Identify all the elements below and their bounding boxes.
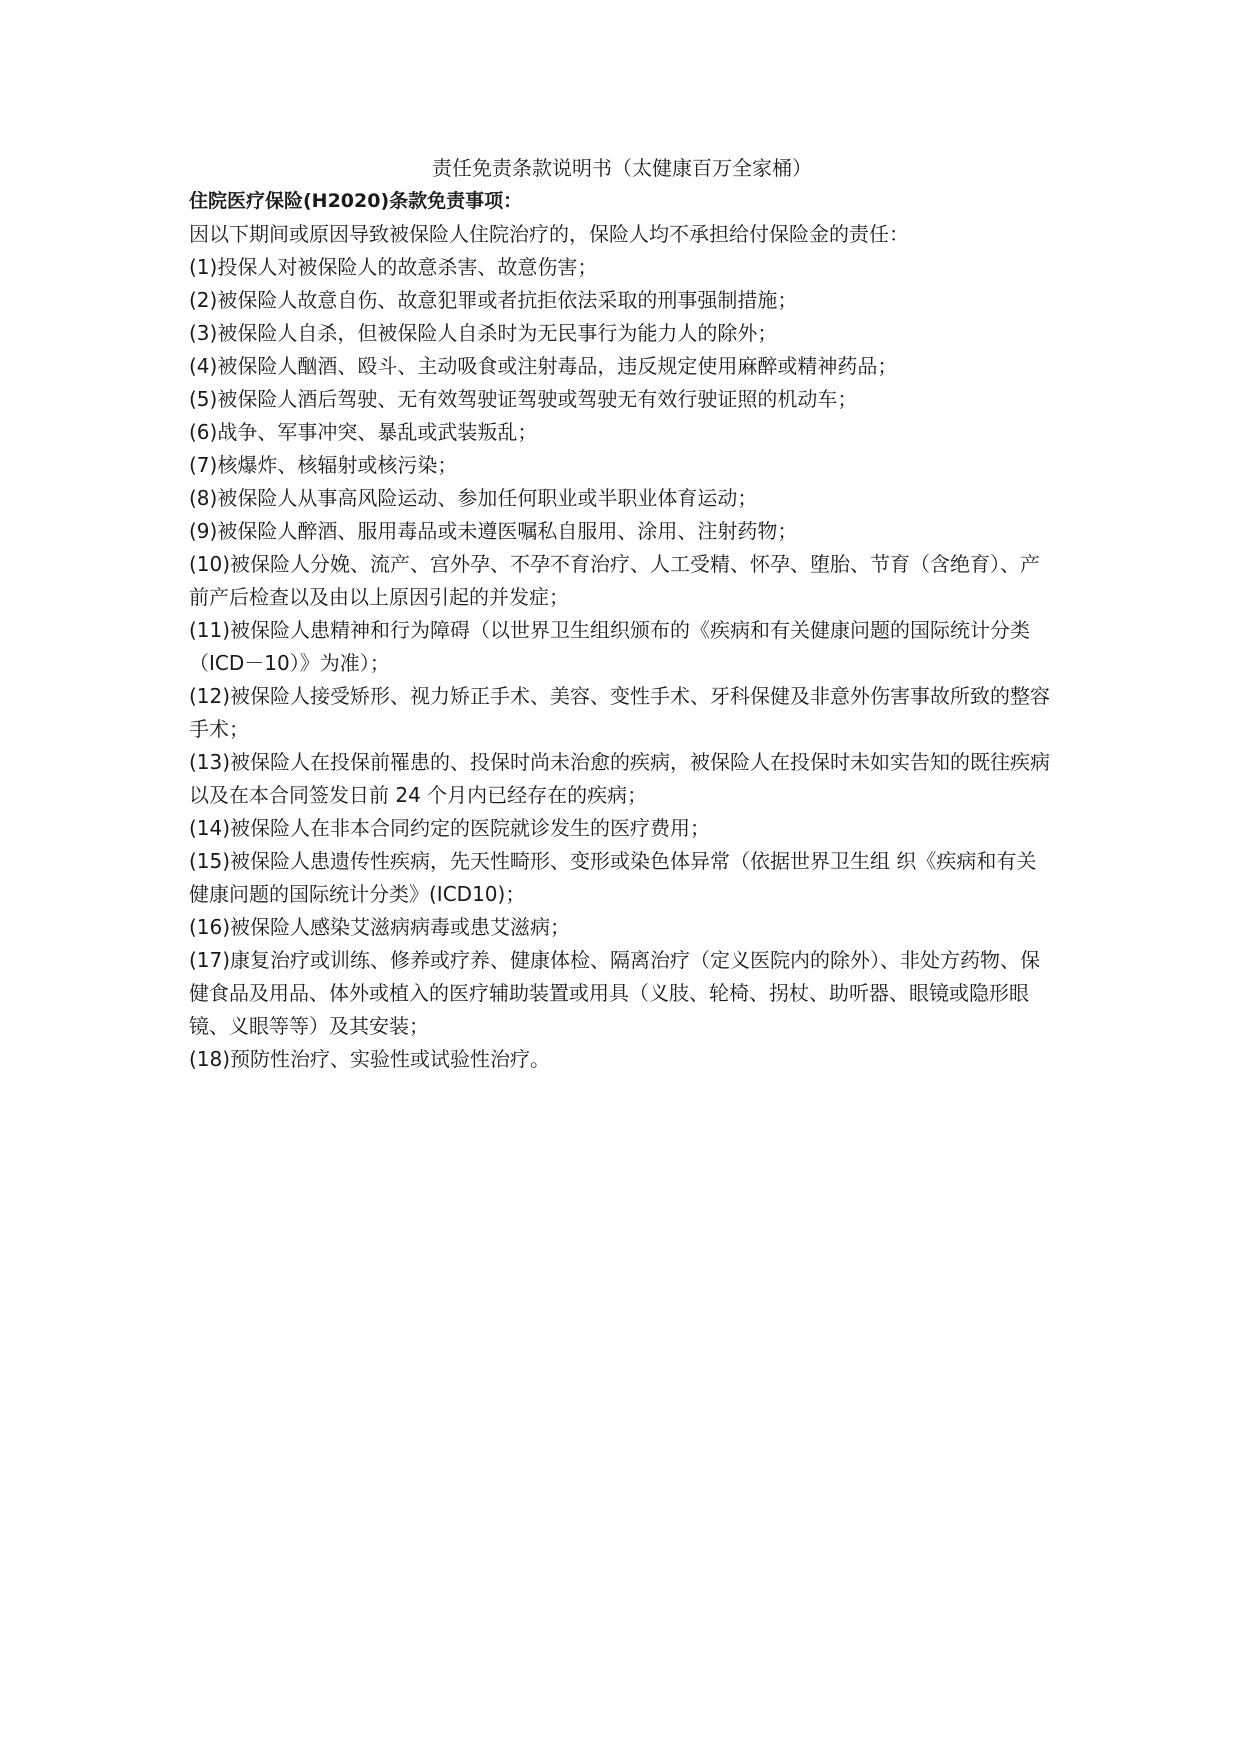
exclusion-item-12: (12)被保险人接受矫形、视力矫正手术、美容、变性手术、牙科保健及非意外伤害事故所致的整容手术；: [189, 684, 1051, 741]
section-heading: 住院医疗保险(H2020)条款免责事项：: [189, 190, 523, 212]
exclusion-item-18: (18)预防性治疗、实验性或试验性治疗。: [189, 1047, 551, 1071]
exclusion-item-4: (4)被保险人酗酒、殴斗、主动吸食或注射毒品，违反规定使用麻醉或精神药品；: [189, 354, 898, 378]
exclusion-item-8: (8)被保险人从事高风险运动、参加任何职业或半职业体育运动；: [189, 486, 758, 510]
exclusion-item-10: (10)被保险人分娩、流产、宫外孕、不孕不育治疗、人工受精、怀孕、堕胎、节育（含绝育）、产前产后检查以及由以上原因引起的并发症；: [189, 552, 1041, 609]
exclusion-item-2: (2)被保险人故意自伤、故意犯罪或者抗拒依法采取的刑事强制措施；: [189, 288, 798, 312]
intro-paragraph: 因以下期间或原因导致被保险人住院治疗的，保险人均不承担给付保险金的责任：: [189, 222, 909, 246]
exclusion-item-17: (17)康复治疗或训练、修养或疗养、健康体检、隔离治疗（定义医院内的除外）、非处方药物、保健食品及用品、体外或植入的医疗辅助装置或用具（义肢、轮椅、拐杖、助听器、眼镜或隐形眼镜、义眼等等）及其安装；: [189, 948, 1041, 1038]
exclusion-item-14: (14)被保险人在非本合同约定的医院就诊发生的医疗费用；: [189, 816, 711, 840]
exclusion-item-6: (6)战争、军事冲突、暴乱或武装叛乱；: [189, 420, 538, 444]
exclusion-item-7: (7)核爆炸、核辐射或核污染；: [189, 453, 458, 477]
exclusion-item-5: (5)被保险人酒后驾驶、无有效驾驶证驾驶或驾驶无有效行驶证照的机动车；: [189, 387, 858, 411]
exclusion-item-15: (15)被保险人患遗传性疾病，先天性畸形、变形或染色体异常（依据世界卫生组 织《疾病和有关健康问题的国际统计分类》(ICD10)；: [189, 849, 1037, 906]
exclusion-item-1: (1)投保人对被保险人的故意杀害、故意伤害；: [189, 255, 598, 279]
exclusion-item-13: (13)被保险人在投保前罹患的、投保时尚未治愈的疾病，被保险人在投保时未如实告知的既往疾病以及在本合同签发日前 24 个月内已经存在的疾病；: [189, 750, 1051, 807]
exclusion-item-16: (16)被保险人感染艾滋病病毒或患艾滋病；: [189, 915, 571, 939]
exclusion-item-11: (11)被保险人患精神和行为障碍（以世界卫生组织颁布的《疾病和有关健康问题的国际统计分类（ICD－10）》为准）；: [189, 618, 1031, 675]
exclusion-list: [189, 251, 1055, 1076]
exclusion-item-3: (3)被保险人自杀，但被保险人自杀时为无民事行为能力人的除外；: [189, 321, 778, 345]
document-title: 责任免责条款说明书（太健康百万全家桶）: [432, 156, 812, 180]
exclusion-item-9: (9)被保险人醉酒、服用毒品或未遵医嘱私自服用、涂用、注射药物；: [189, 519, 798, 543]
document-body: [189, 152, 1055, 1076]
